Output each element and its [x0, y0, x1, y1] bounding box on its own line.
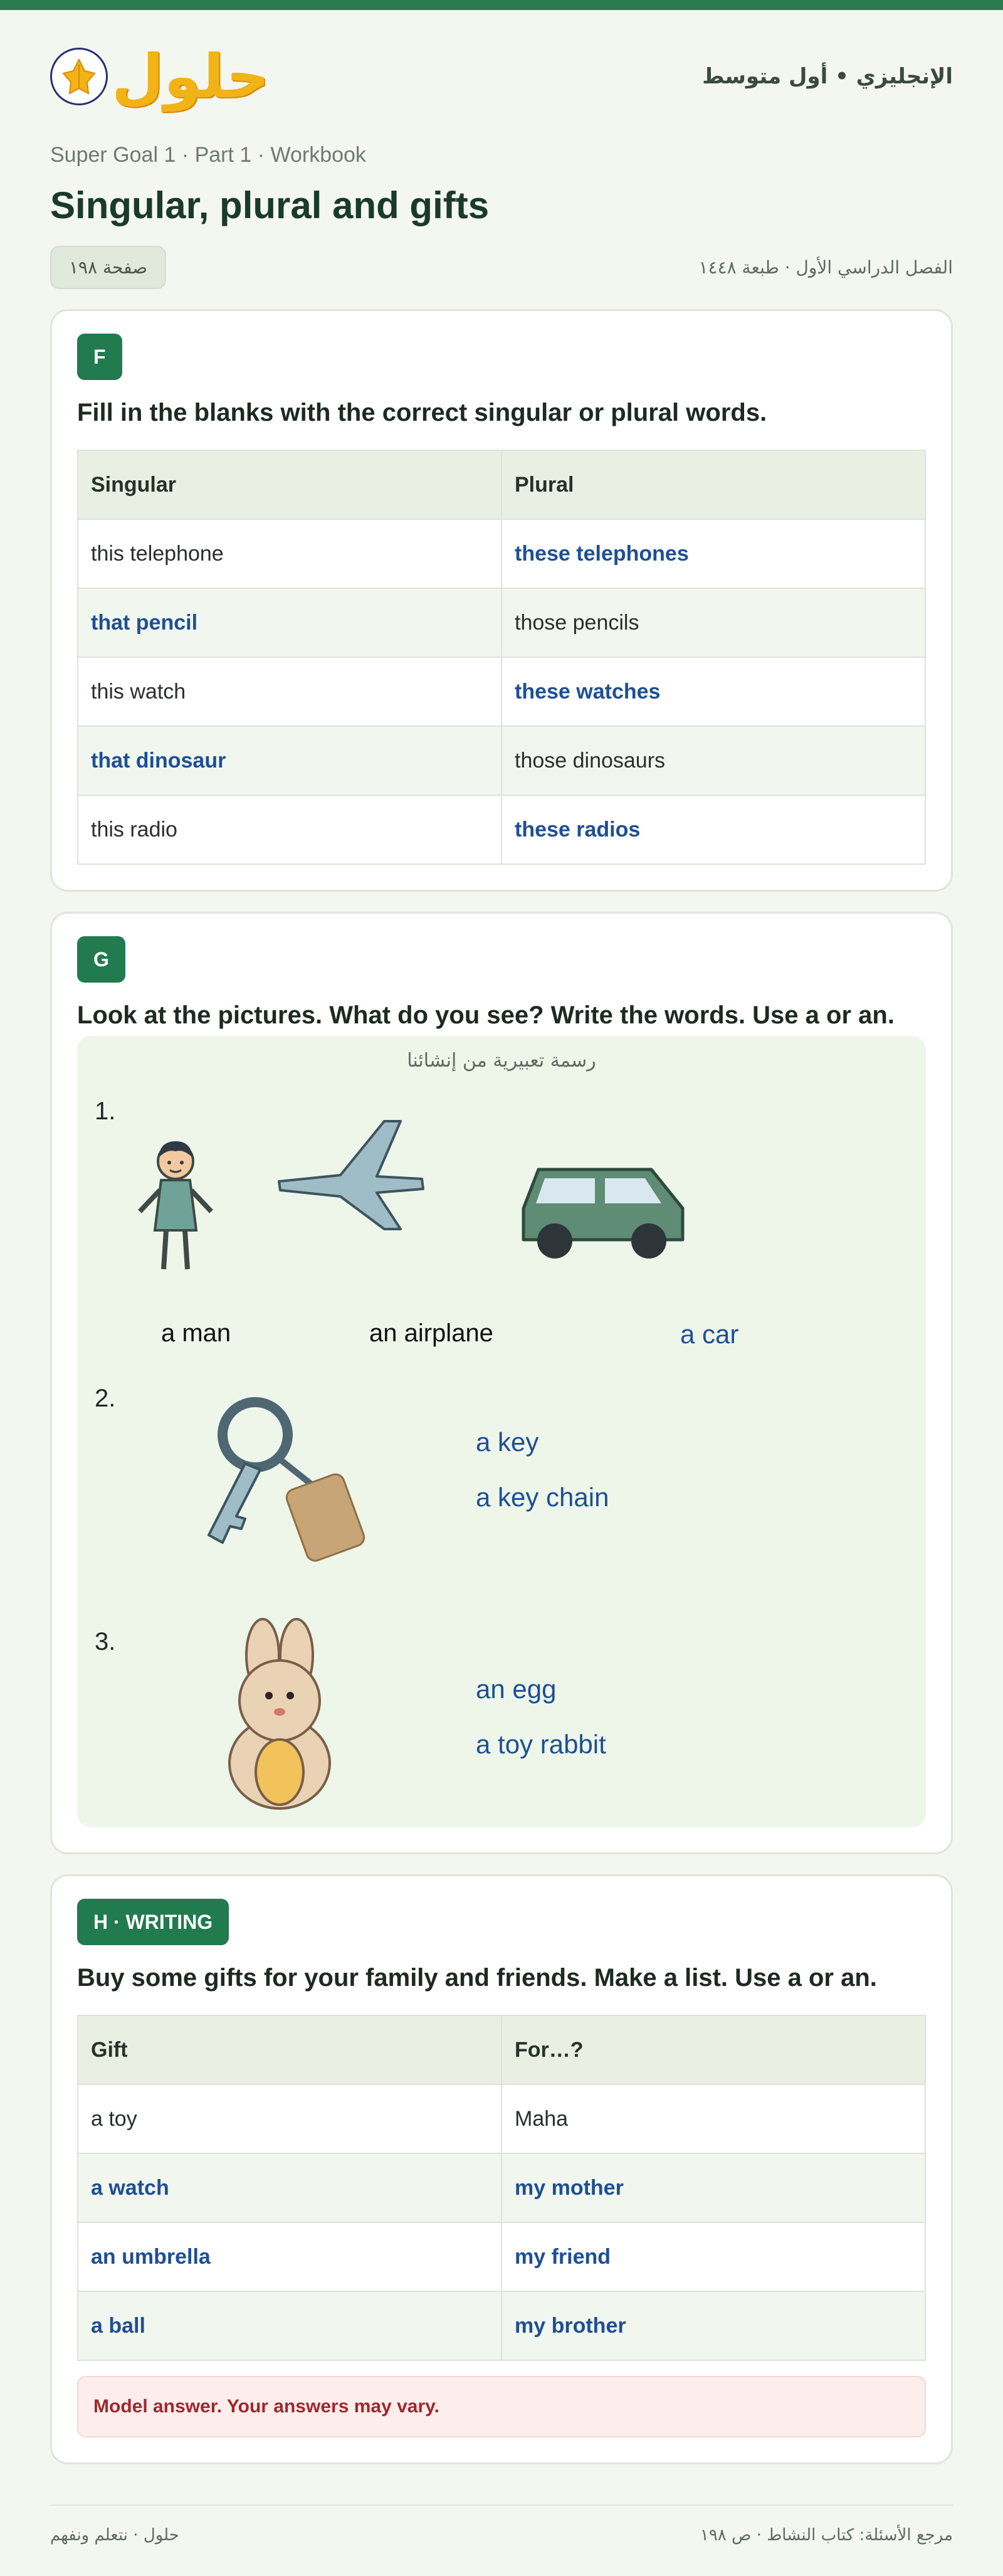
page-content [0, 10, 1003, 2464]
recipient-answer-cell: my mother [501, 2153, 925, 2222]
table-row [78, 657, 925, 726]
answer-a-toy-rabbit: a toy rabbit [476, 1729, 606, 1759]
plural-cell: those pencils [501, 588, 925, 657]
logo-emblem-icon [50, 48, 108, 105]
section-f-card [50, 309, 953, 892]
gift-answer-cell: an umbrella [78, 2222, 501, 2291]
column-header-for: For…? [501, 2015, 925, 2084]
logo-wordmark: حلول [112, 41, 270, 112]
table-row [78, 2084, 925, 2153]
toy-rabbit-icon [225, 1618, 344, 1811]
table-row [78, 2291, 925, 2360]
picture-caption: رسمة تعبيرية من إنشائنا [407, 1050, 596, 1072]
plural-answer-cell: these telephones [501, 519, 925, 588]
table-row [78, 588, 925, 657]
section-h-card [50, 1874, 953, 2464]
table-row [78, 795, 925, 864]
recipient-answer-cell: my friend [501, 2222, 925, 2291]
section-h-instruction: Buy some gifts for your family and friends. Make a list. Use a or an. [77, 1964, 877, 1992]
table-header-row [78, 2015, 925, 2084]
answer-a-car: a car [680, 1319, 739, 1349]
section-g-badge: G [77, 936, 125, 983]
page-header [50, 10, 953, 143]
footer-tagline: حلول · نتعلم ونفهم [50, 2526, 179, 2545]
footer-reference: مرجع الأسئلة: كتاب النشاط · ص ١٩٨ [700, 2526, 953, 2545]
term-edition-text: الفصل الدراسي الأول · طبعة ١٤٤٨ [698, 257, 953, 278]
man-icon [134, 1130, 228, 1274]
column-header-plural: Plural [501, 450, 925, 519]
airplane-icon [278, 1119, 428, 1238]
site-logo[interactable] [50, 41, 270, 112]
singular-cell: this radio [78, 795, 501, 864]
section-g-card [50, 912, 953, 1854]
section-h-badge: H · WRITING [77, 1899, 229, 1945]
plural-answer-cell: these radios [501, 795, 925, 864]
model-answer-note: Model answer. Your answers may vary. [77, 2376, 926, 2437]
car-icon [520, 1164, 689, 1259]
table-header-row [78, 450, 925, 519]
singular-answer-cell: that pencil [78, 588, 501, 657]
page-footer [50, 2505, 953, 2545]
section-g-instruction: Look at the pictures. What do you see? Write the words. Use a or an. [77, 1001, 895, 1029]
singular-answer-cell: that dinosaur [78, 726, 501, 795]
table-row [78, 726, 925, 795]
item-2-number: 2. [95, 1385, 116, 1412]
gift-cell: a toy [78, 2084, 501, 2153]
table-row [78, 2153, 925, 2222]
singular-plural-table [77, 450, 926, 865]
gift-list-table [77, 2015, 926, 2361]
page-title: Singular, plural and gifts [50, 184, 490, 226]
answer-a-key: a key [476, 1427, 539, 1457]
label-an-airplane: an airplane [369, 1319, 493, 1347]
column-header-gift: Gift [78, 2015, 501, 2084]
table-row [78, 519, 925, 588]
picture-panel [77, 1036, 926, 1827]
meta-row [50, 246, 953, 289]
singular-cell: this watch [78, 657, 501, 726]
item-3-number: 3. [95, 1628, 116, 1655]
gift-answer-cell: a ball [78, 2291, 501, 2360]
key-chain-icon [190, 1393, 391, 1575]
answer-an-egg: an egg [476, 1674, 557, 1704]
column-header-singular: Singular [78, 450, 501, 519]
top-accent-bar [0, 0, 1003, 10]
answer-a-key-chain: a key chain [476, 1482, 609, 1512]
label-a-man: a man [161, 1319, 231, 1347]
recipient-answer-cell: my brother [501, 2291, 925, 2360]
recipient-cell: Maha [501, 2084, 925, 2153]
page-number-badge: صفحة ١٩٨ [50, 246, 166, 289]
plural-cell: those dinosaurs [501, 726, 925, 795]
gift-answer-cell: a watch [78, 2153, 501, 2222]
item-1-number: 1. [95, 1097, 116, 1125]
table-row [78, 2222, 925, 2291]
section-f-badge: F [77, 334, 122, 380]
breadcrumb: Super Goal 1 · Part 1 · Workbook [50, 143, 366, 167]
singular-cell: this telephone [78, 519, 501, 588]
plural-answer-cell: these watches [501, 657, 925, 726]
section-f-instruction: Fill in the blanks with the correct singular or plural words. [77, 399, 767, 426]
subject-label: الإنجليزي • أول متوسط [702, 64, 953, 89]
